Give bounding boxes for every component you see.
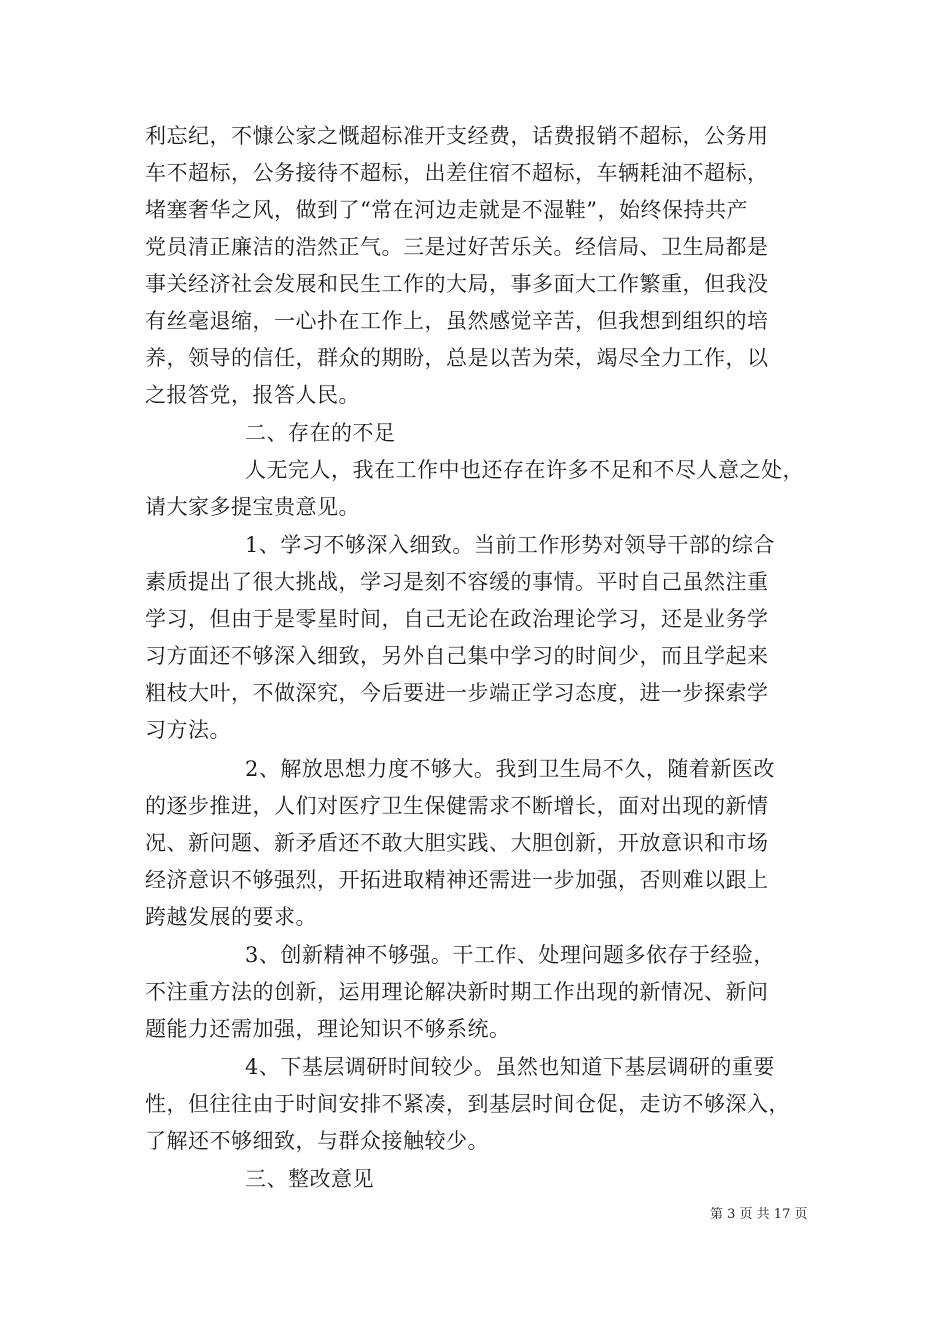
body-text-line: 事关经济社会发展和民生工作的大局，事多面大工作繁重，但我没	[145, 272, 769, 296]
body-text-line: 习方法。	[145, 718, 231, 742]
body-text-line: 习方面还不够深入细致，另外自己集中学习的时间少，而且学起来	[145, 644, 769, 668]
body-text-line: 党员清正廉洁的浩然正气。三是过好苦乐关。经信局、卫生局都是	[145, 235, 769, 259]
body-text-line: 有丝毫退缩，一心扑在工作上，虽然感觉辛苦，但我想到组织的培	[145, 309, 769, 333]
body-text-line: 2、解放思想力度不够大。我到卫生局不久，随着新医改	[245, 757, 775, 781]
body-text-line: 堵塞奢华之风，做到了“常在河边走就是不湿鞋”，始终保持共产	[145, 198, 748, 222]
body-text-line: 养，领导的信任，群众的期盼，总是以苦为荣，竭尽全力工作，以	[145, 346, 769, 370]
body-text-line: 利忘纪，不慷公家之慨超标准开支经费，话费报销不超标，公务用	[145, 124, 769, 148]
body-text-line: 的逐步推进，人们对医疗卫生保健需求不断增长，面对出现的新情	[145, 794, 769, 818]
body-text-line: 了解还不够细致，与群众接触较少。	[145, 1129, 489, 1153]
body-text-line: 车不超标，公务接待不超标，出差住宿不超标，车辆耗油不超标，	[145, 161, 769, 185]
body-text-line: 性，但往往由于时间安排不紧凑，到基层时间仓促，走访不够深入，	[145, 1092, 790, 1116]
body-text-line: 请大家多提宝贵意见。	[145, 495, 360, 519]
body-text-line: 人无完人，我在工作中也还存在许多不足和不尽人意之处，	[245, 458, 804, 482]
body-text-line: 跨越发展的要求。	[145, 905, 317, 929]
section-heading: 三、整改意见	[245, 1167, 374, 1191]
body-text-line: 之报答党，报答人民。	[145, 383, 360, 407]
body-text-line: 4、下基层调研时间较少。虽然也知道下基层调研的重要	[245, 1055, 775, 1079]
body-text-line: 学习，但由于是零星时间，自己无论在政治理论学习，还是业务学	[145, 607, 769, 631]
page-footer: 第 3 页 共 17 页	[710, 1207, 808, 1222]
body-text-line: 粗枝大叶，不做深究，今后要进一步端正学习态度，进一步探索学	[145, 681, 769, 705]
body-text-line: 经济意识不够强烈，开拓进取精神还需进一步加强，否则难以跟上	[145, 868, 769, 892]
body-text-line: 1、学习不够深入细致。当前工作形势对领导干部的综合	[245, 533, 775, 557]
section-heading: 二、存在的不足	[245, 421, 396, 445]
body-text-line: 素质提出了很大挑战，学习是刻不容缓的事情。平时自己虽然注重	[145, 570, 769, 594]
body-text-line: 况、新问题、新矛盾还不敢大胆实践、大胆创新，开放意识和市场	[145, 831, 769, 855]
body-text-line: 题能力还需加强，理论知识不够系统。	[145, 1017, 511, 1041]
body-text-line: 3、创新精神不够强。干工作、处理问题多依存于经验，	[245, 943, 775, 967]
body-text-line: 不注重方法的创新，运用理论解决新时期工作出现的新情况、新问	[145, 980, 769, 1004]
